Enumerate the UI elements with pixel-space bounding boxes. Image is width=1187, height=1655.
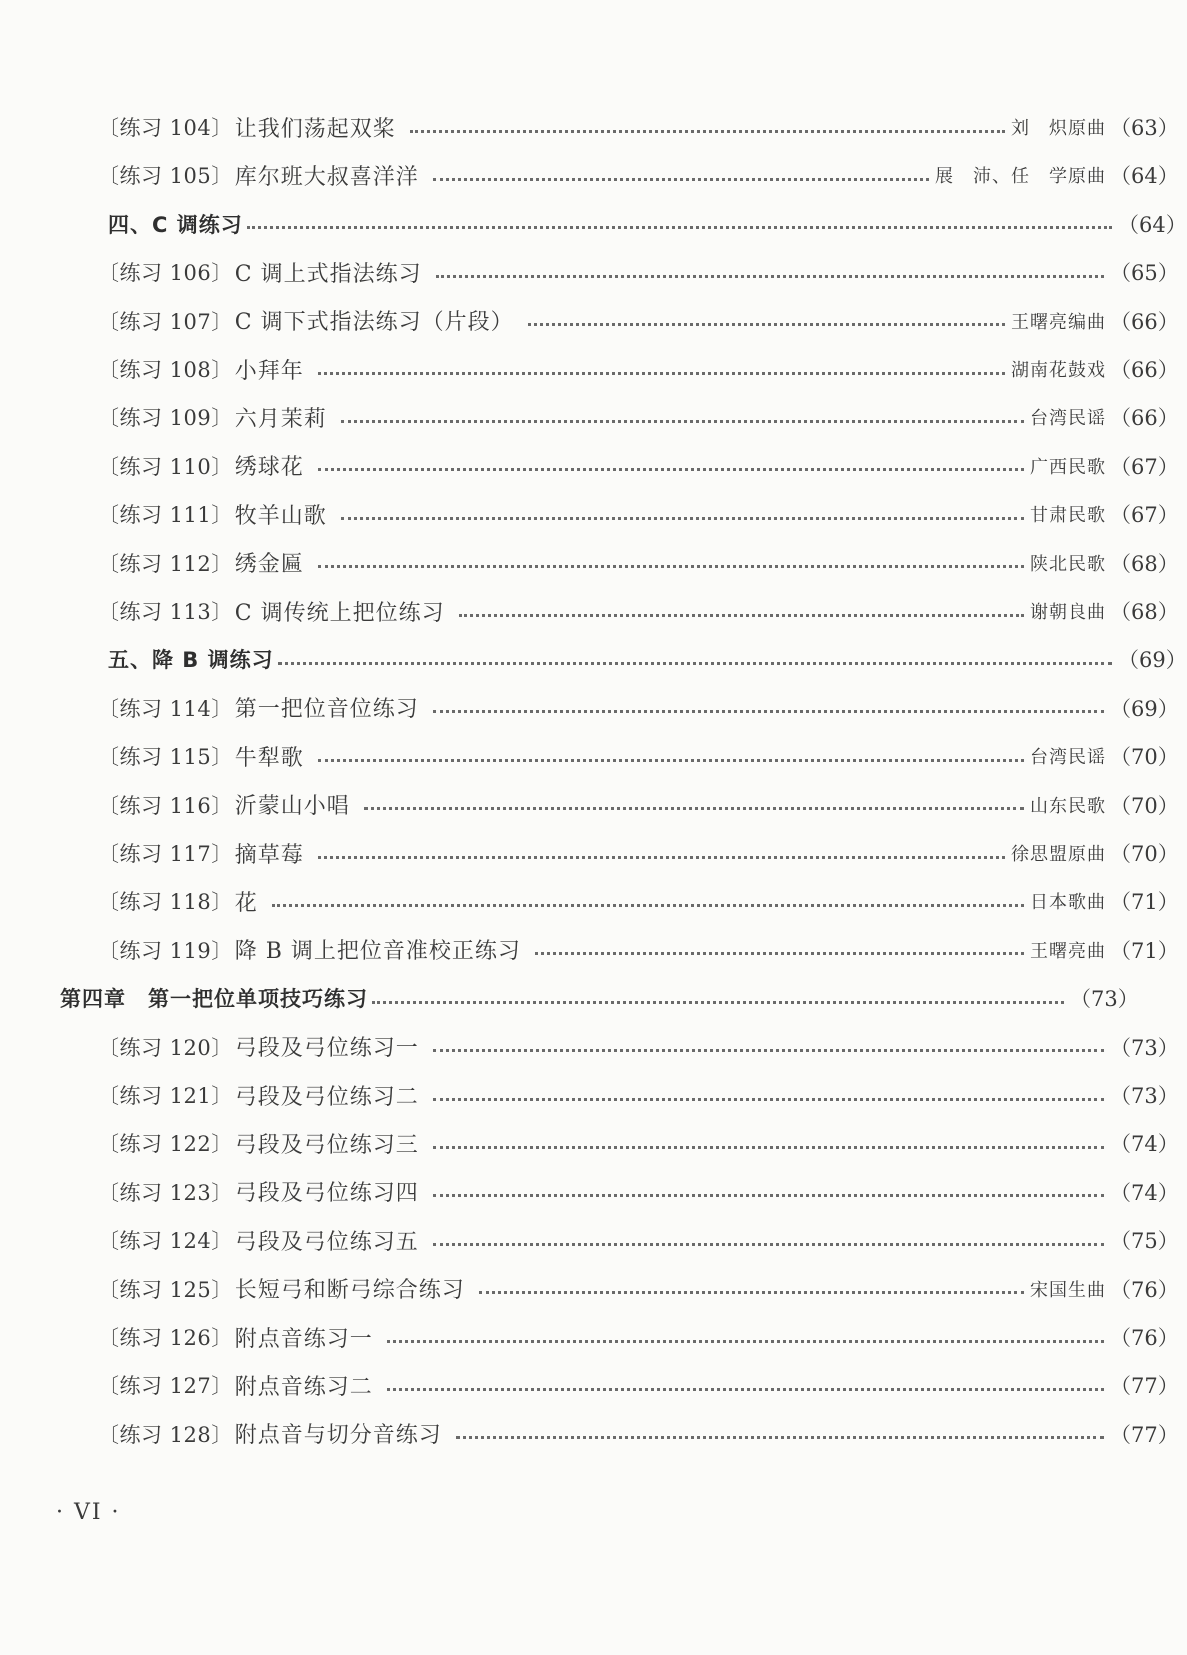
- entry-title: 弓段及弓位练习五: [234, 1229, 419, 1255]
- dot-leader: [387, 1340, 1104, 1343]
- toc-entry: [0, 1027, 1178, 1067]
- dot-leader: [479, 1291, 1024, 1294]
- toc-entry: [0, 107, 1178, 147]
- dot-leader: [535, 952, 1024, 955]
- exercise-number: 〔练习 114〕: [98, 696, 233, 721]
- entry-page: （71）: [1110, 938, 1179, 963]
- toc-entry: [0, 494, 1178, 534]
- entry-source: 王曙亮曲: [1030, 940, 1106, 962]
- exercise-number: 〔练习 113〕: [98, 600, 233, 624]
- dot-leader: [433, 1243, 1104, 1246]
- toc-entry: [0, 1269, 1178, 1309]
- entry-page: （77）: [1110, 1374, 1179, 1399]
- exercise-number: 〔练习 109〕: [98, 406, 233, 431]
- dot-leader: [528, 323, 1005, 326]
- entry-title: 降 B 调上把位音准校正练习: [234, 939, 521, 965]
- entry-page: （77）: [1110, 1422, 1179, 1447]
- entry-title: 附点音练习二: [234, 1374, 373, 1400]
- toc-entry: [0, 688, 1178, 728]
- dot-leader: [341, 517, 1024, 520]
- toc-entry: [0, 1317, 1178, 1357]
- entry-title: 弓段及弓位练习四: [234, 1181, 419, 1207]
- entry-source: 陕北民歌: [1030, 553, 1106, 575]
- exercise-number: 〔练习 108〕: [98, 358, 233, 382]
- dot-leader: [372, 1001, 1064, 1004]
- entry-title: 绣金匾: [234, 552, 304, 578]
- dot-leader: [433, 1146, 1104, 1149]
- entry-title: 绣球花: [234, 455, 304, 481]
- entry-page: （66）: [1110, 358, 1179, 382]
- entry-title: C 调传统上把位练习: [234, 600, 445, 626]
- dot-leader: [433, 1049, 1104, 1052]
- entry-page: （70）: [1110, 793, 1179, 818]
- entry-source: 台湾民谣: [1030, 408, 1106, 430]
- exercise-number: 〔练习 127〕: [98, 1374, 233, 1399]
- toc-section-heading: [0, 204, 1186, 244]
- exercise-number: 〔练习 126〕: [98, 1326, 233, 1350]
- dot-leader: [341, 420, 1024, 423]
- toc-entry: [0, 1414, 1178, 1454]
- toc-entry: [0, 1220, 1178, 1260]
- dot-leader: [247, 226, 1112, 229]
- entry-title: C 调下式指法练习（片段）: [234, 310, 514, 336]
- entry-source: 湖南花鼓戏: [1011, 360, 1106, 381]
- page-number: · VI ·: [56, 1500, 121, 1525]
- toc-entry: [0, 397, 1178, 437]
- entry-source: 甘肃民歌: [1030, 505, 1106, 527]
- entry-page: （76）: [1110, 1277, 1179, 1302]
- toc-section-heading: [0, 639, 1186, 679]
- entry-source: 广西民歌: [1030, 456, 1106, 478]
- entry-page: （74）: [1110, 1180, 1179, 1205]
- entry-title: 六月茉莉: [234, 406, 327, 432]
- dot-leader: [433, 1098, 1104, 1101]
- entry-title: 弓段及弓位练习一: [234, 1036, 419, 1062]
- dot-leader: [436, 275, 1104, 278]
- entry-title: 让我们荡起双桨: [234, 116, 396, 142]
- entry-title: 五、降 B 调练习: [108, 648, 274, 673]
- toc-entry: [0, 1172, 1178, 1212]
- exercise-number: 〔练习 111〕: [98, 503, 233, 528]
- entry-title: 四、C 调练习: [108, 212, 243, 237]
- exercise-number: 〔练习 121〕: [98, 1084, 233, 1108]
- exercise-number: 〔练习 106〕: [98, 261, 233, 286]
- entry-page: （69）: [1118, 648, 1187, 673]
- entry-page: （73）: [1110, 1084, 1179, 1108]
- entry-source: 展 沛、任 学原曲: [935, 166, 1106, 188]
- entry-page: （65）: [1110, 261, 1179, 286]
- exercise-number: 〔练习 115〕: [98, 745, 233, 770]
- exercise-number: 〔练习 118〕: [98, 890, 233, 915]
- dot-leader: [459, 614, 1024, 617]
- exercise-number: 〔练习 122〕: [98, 1132, 233, 1157]
- exercise-number: 〔练习 119〕: [98, 938, 233, 963]
- entry-page: （66）: [1110, 309, 1179, 334]
- dot-leader: [387, 1388, 1104, 1391]
- dot-leader: [318, 856, 1005, 859]
- entry-title: 附点音练习一: [234, 1326, 373, 1352]
- entry-page: （75）: [1110, 1229, 1179, 1254]
- entry-title: 牛犁歌: [234, 745, 304, 771]
- entry-source: 山东民歌: [1030, 795, 1106, 817]
- dot-leader: [318, 759, 1024, 762]
- exercise-number: 〔练习 105〕: [98, 164, 233, 189]
- exercise-number: 〔练习 117〕: [98, 842, 233, 866]
- entry-page: （74）: [1110, 1132, 1179, 1157]
- toc-entry: [0, 252, 1178, 292]
- dot-leader: [456, 1436, 1104, 1439]
- exercise-number: 〔练习 123〕: [98, 1180, 233, 1205]
- entry-source: 日本歌曲: [1030, 892, 1106, 914]
- entry-page: （64）: [1110, 164, 1179, 189]
- toc-entry: [0, 591, 1178, 631]
- exercise-number: 〔练习 120〕: [98, 1035, 233, 1060]
- toc-entry: [0, 833, 1178, 873]
- entry-title: 第四章 第一把位单项技巧练习: [60, 987, 368, 1012]
- toc-chapter-heading: [0, 978, 1138, 1018]
- entry-source: 谢朝良曲: [1030, 602, 1106, 623]
- entry-page: （68）: [1110, 551, 1179, 576]
- entry-page: （73）: [1110, 1035, 1179, 1060]
- entry-source: 王曙亮编曲: [1011, 311, 1106, 333]
- entry-page: （70）: [1110, 745, 1179, 770]
- entry-page: （63）: [1110, 116, 1179, 140]
- exercise-number: 〔练习 125〕: [98, 1277, 233, 1302]
- toc-entry: [0, 1075, 1178, 1115]
- entry-title: 小拜年: [234, 358, 304, 384]
- entry-title: 库尔班大叔喜洋洋: [234, 164, 419, 190]
- exercise-number: 〔练习 128〕: [98, 1422, 233, 1447]
- entry-title: 弓段及弓位练习三: [234, 1132, 419, 1158]
- entry-page: （68）: [1110, 600, 1179, 624]
- entry-title: 沂蒙山小唱: [234, 794, 350, 820]
- entry-title: 弓段及弓位练习二: [234, 1084, 419, 1110]
- entry-source: 台湾民谣: [1030, 747, 1106, 769]
- exercise-number: 〔练习 107〕: [98, 309, 233, 334]
- entry-title: 长短弓和断弓综合练习: [234, 1278, 465, 1304]
- toc-entry: [0, 930, 1178, 970]
- dot-leader: [410, 130, 1005, 133]
- exercise-number: 〔练习 104〕: [98, 116, 233, 140]
- dot-leader: [433, 1194, 1104, 1197]
- toc-entry: [0, 446, 1178, 486]
- dot-leader: [318, 468, 1024, 471]
- entry-page: （64）: [1118, 212, 1187, 237]
- exercise-number: 〔练习 110〕: [98, 454, 233, 479]
- entry-title: 附点音与切分音练习: [234, 1423, 442, 1449]
- toc-entry: [0, 881, 1178, 921]
- toc-entry: [0, 543, 1178, 583]
- toc-entry: [0, 301, 1178, 341]
- entry-title: 花: [234, 890, 258, 916]
- entry-page: （67）: [1110, 503, 1179, 528]
- toc-entry: [0, 736, 1178, 776]
- dot-leader: [318, 372, 1005, 375]
- entry-source: 徐思盟原曲: [1011, 844, 1106, 865]
- toc-entry: [0, 1123, 1178, 1163]
- dot-leader: [433, 710, 1104, 713]
- entry-source: 宋国生曲: [1030, 1279, 1106, 1301]
- exercise-number: 〔练习 116〕: [98, 793, 233, 818]
- dot-leader: [318, 565, 1024, 568]
- entry-page: （73）: [1070, 987, 1139, 1012]
- dot-leader: [364, 807, 1024, 810]
- exercise-number: 〔练习 124〕: [98, 1229, 233, 1254]
- toc-entry: [0, 155, 1178, 195]
- toc-entry: [0, 349, 1178, 389]
- entry-page: （71）: [1110, 890, 1179, 915]
- toc-entry: [0, 1365, 1178, 1405]
- entry-page: （76）: [1110, 1326, 1179, 1350]
- entry-title: 第一把位音位练习: [234, 697, 419, 723]
- entry-source: 刘 炽原曲: [1011, 118, 1106, 139]
- entry-title: 牧羊山歌: [234, 503, 327, 529]
- toc-entry: [0, 785, 1178, 825]
- entry-page: （70）: [1110, 842, 1179, 866]
- entry-page: （67）: [1110, 454, 1179, 479]
- dot-leader: [433, 178, 929, 181]
- entry-page: （69）: [1110, 696, 1179, 721]
- dot-leader: [272, 904, 1024, 907]
- entry-title: C 调上式指法练习: [234, 261, 422, 287]
- entry-page: （66）: [1110, 406, 1179, 431]
- entry-title: 摘草莓: [234, 842, 304, 868]
- exercise-number: 〔练习 112〕: [98, 551, 233, 576]
- dot-leader: [278, 662, 1112, 665]
